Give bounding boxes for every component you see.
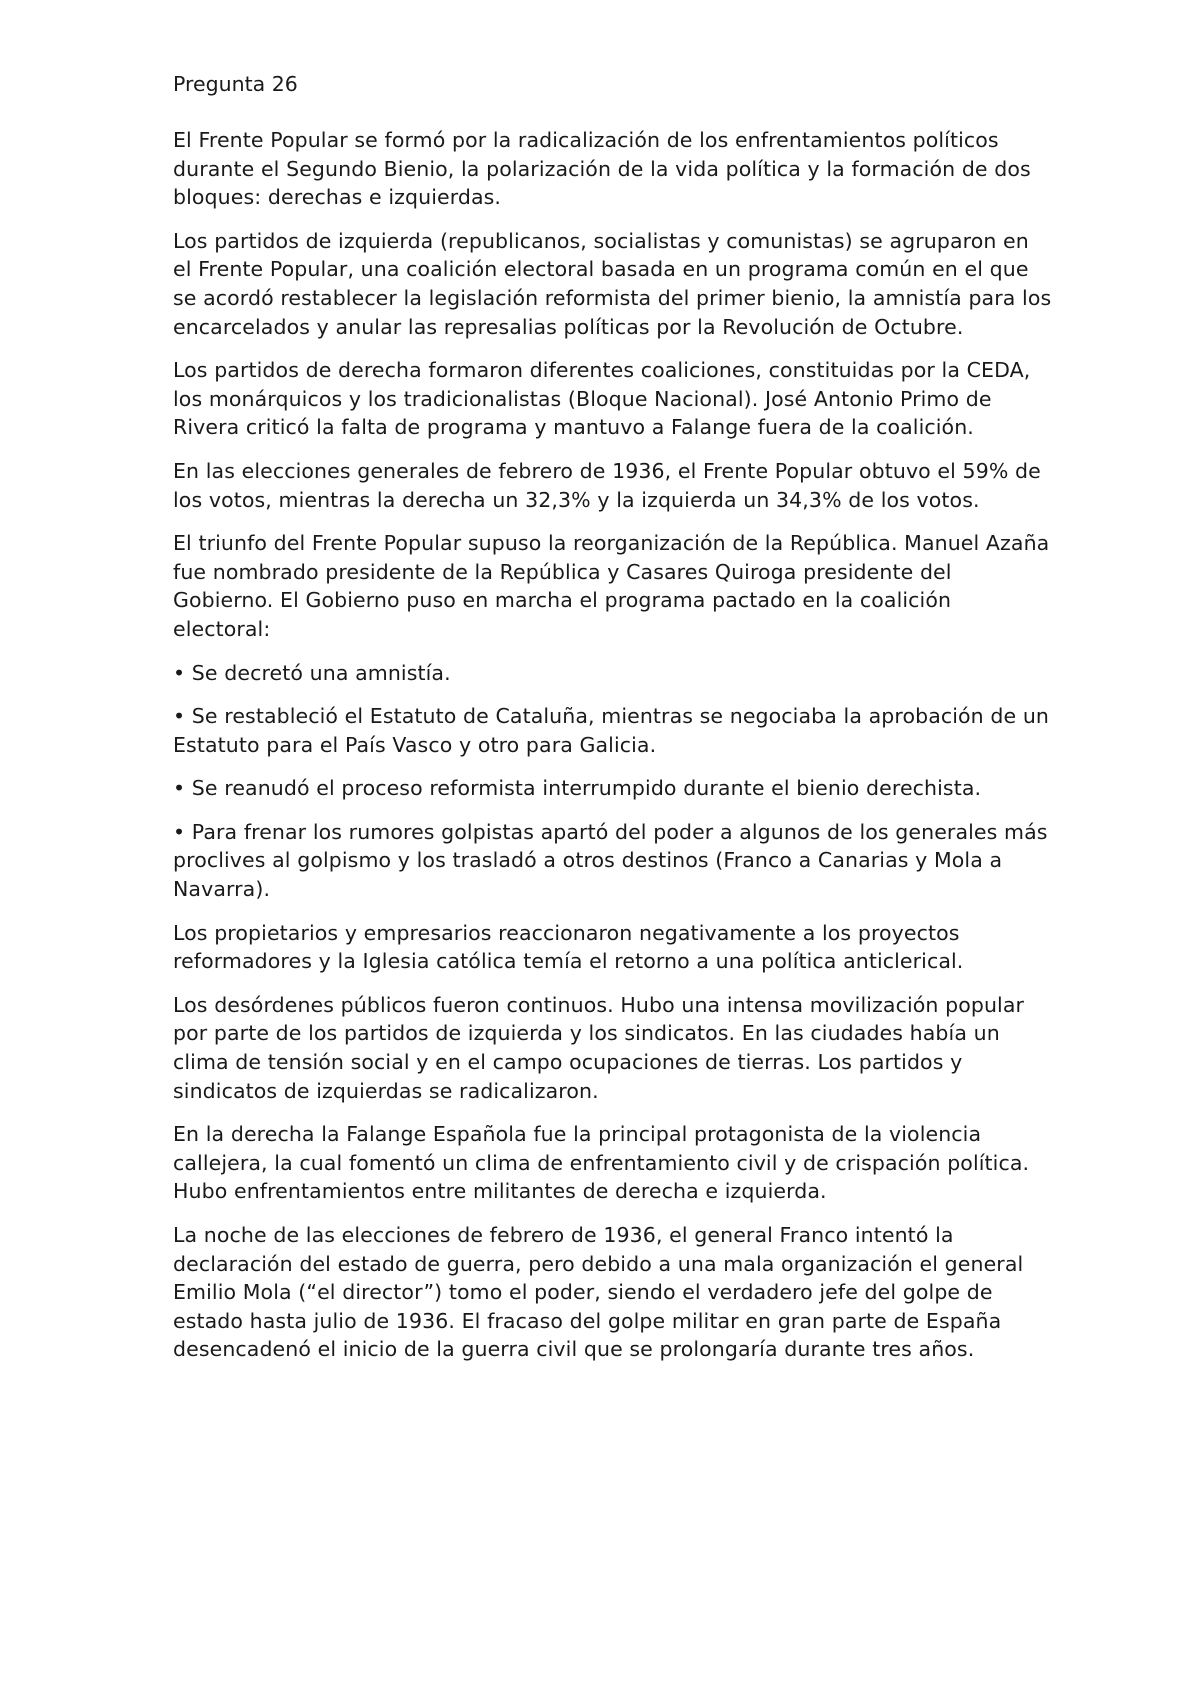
paragraph-triunfo-frente-popular: El triunfo del Frente Popular supuso la reorganización de la República. Manuel Azaña fue nombrado presidente de la República y Casares Quiroga presidente del Gobierno. El Gobierno puso en marcha el programa pactado en la coalición electoral: [173, 531, 1050, 641]
paragraph-falange-violencia: En la derecha la Falange Española fue la principal protagonista de la violencia callejera, la cual fomentó un clima de enfrentamiento civil y de crispación política. Hubo enfrentamientos entre militantes de derecha e izquierda. [173, 1122, 1030, 1204]
document-body [173, 70, 1053, 1379]
bullet-rumores-golpistas: • Para frenar los rumores golpistas apartó del poder a algunos de los generales más proclives al golpismo y los trasladó a otros destinos (Franco a Canarias y Mola a Navarra). [173, 819, 1048, 902]
bullet-estatuto-cataluna: • Se restableció el Estatuto de Cataluña, mientras se negociaba la aprobación de un Estatuto para el País Vasco y otro para Galicia. [173, 704, 1050, 757]
paragraph-golpe-estado: La noche de las elecciones de febrero de 1936, el general Franco intentó la declaración del estado de guerra, pero debido a una mala organización el general Emilio Mola (“el director”) tomo el poder, siendo el verdadero jefe del golpe de estado hasta julio de 1936. El fracaso del golpe militar en gran parte de España desencadenó el inicio de la guerra civil que se prolongaría durante tres años. [173, 1223, 1024, 1362]
paragraph-frente-popular-origen: El Frente Popular se formó por la radicalización de los enfrentamientos políticos durante el Segundo Bienio, la polarización de la vida política y la formación de dos bloques: derechas e izquierdas. [173, 128, 1031, 210]
paragraph-propietarios-iglesia: Los propietarios y empresarios reaccionaron negativamente a los proyectos reformadores y la Iglesia católica temía el retorno a una política anticlerical. [173, 920, 964, 974]
document-heading: Pregunta 26 [173, 72, 298, 96]
paragraph-elecciones-1936: En las elecciones generales de febrero de 1936, el Frente Popular obtuvo el 59% de los votos, mientras la derecha un 32,3% y la izquierda un 34,3% de los votos. [173, 458, 1041, 512]
paragraph-partidos-derecha: Los partidos de derecha formaron diferentes coaliciones, constituidas por la CEDA, los monárquicos y los tradicionalistas (Bloque Nacional). José Antonio Primo de Rivera criticó la falta de programa y mantuvo a Falange fuera de la coalición. [173, 358, 1031, 440]
paragraph-partidos-izquierda: Los partidos de izquierda (republicanos, socialistas y comunistas) se agruparon en el Frente Popular, una coalición electoral basada en un programa común en el que se acordó restablecer la legislación reformista del primer bienio, la amnistía para los encarcelados y anular las represalias políticas por la Revolución de Octubre. [173, 228, 1052, 339]
bullet-amnistia: • Se decretó una amnistía. [173, 660, 451, 685]
bullet-proceso-reformista: • Se reanudó el proceso reformista interrumpido durante el bienio derechista. [173, 776, 982, 801]
paragraph-desordenes-publicos: Los desórdenes públicos fueron continuos. Hubo una intensa movilización popular por parte de los partidos de izquierda y los sindicatos. En las ciudades había un clima de tensión social y en el campo ocupaciones de tierras. Los partidos y sindicatos de izquierdas se radicalizaron. [173, 992, 1025, 1103]
